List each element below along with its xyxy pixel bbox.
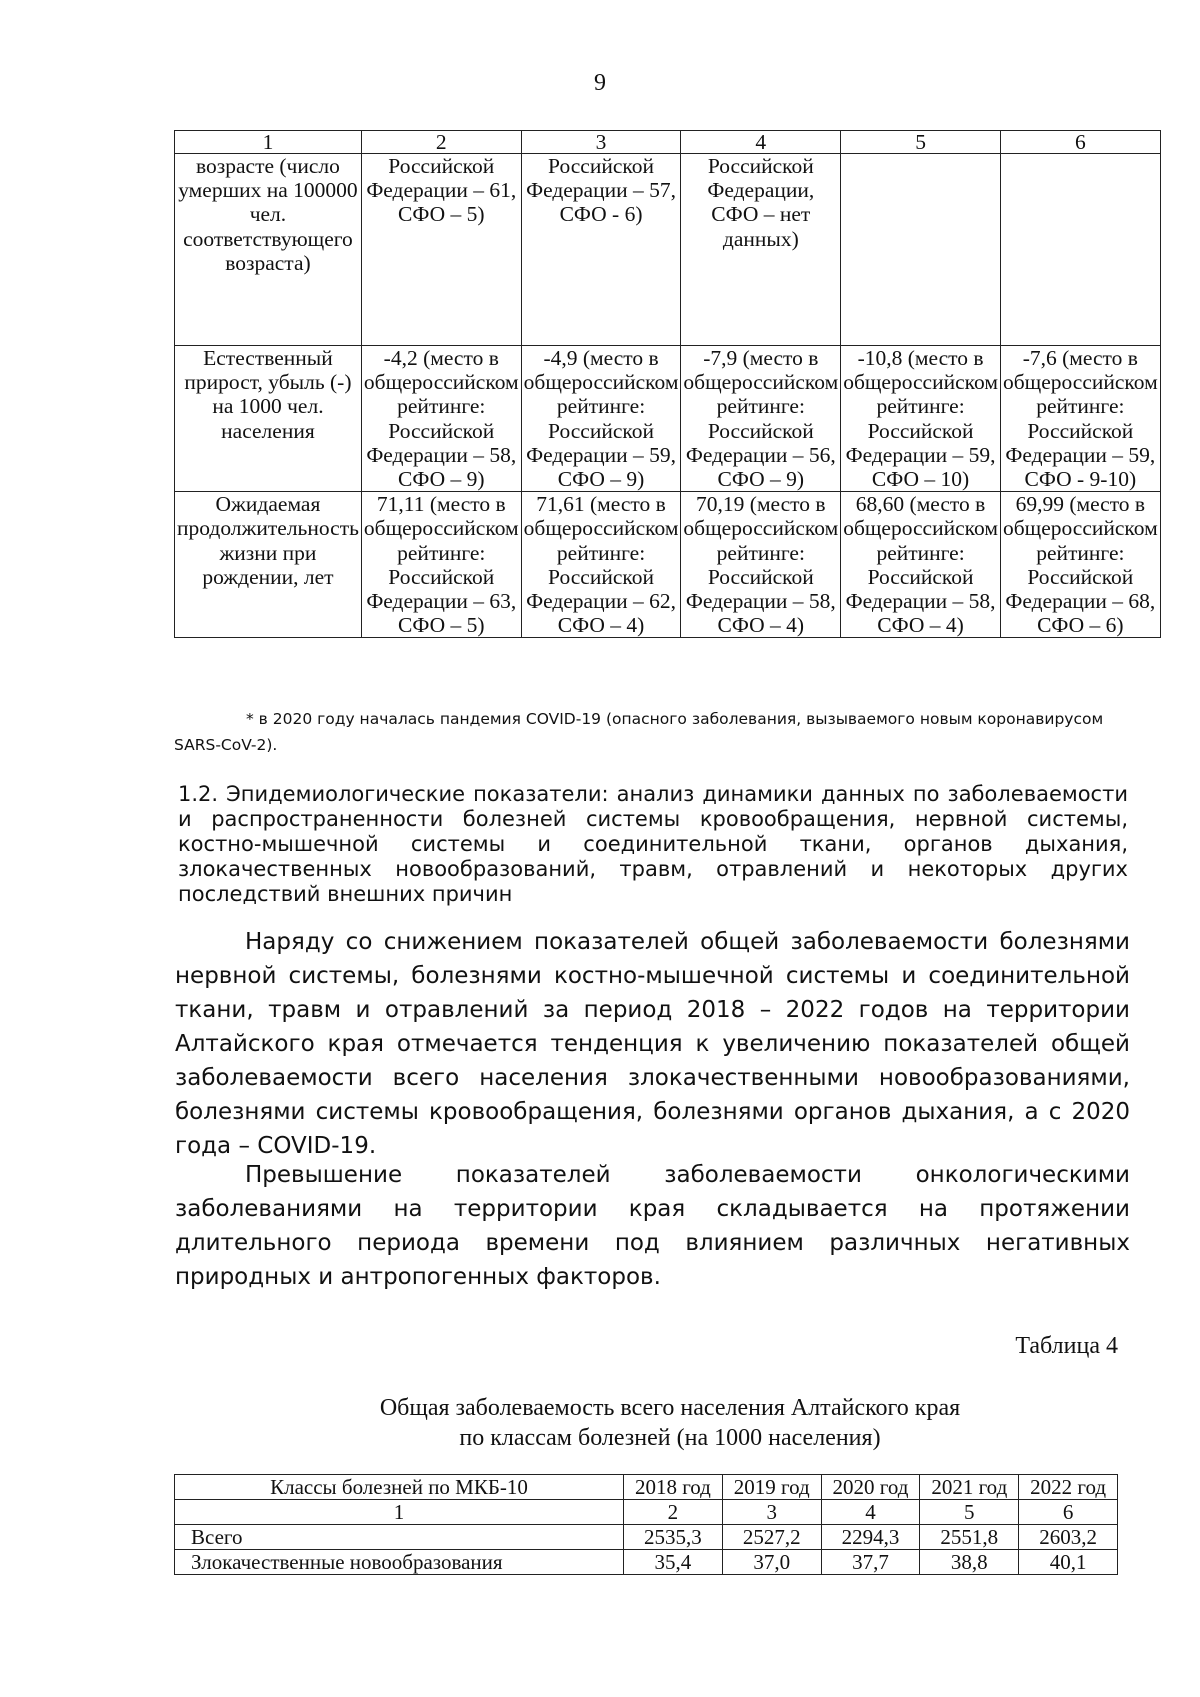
table-cell: -7,9 (место в общероссийском рейтинге: Российской Федерации – 56, СФО – 9) [681, 346, 841, 492]
column-number: 4 [821, 1500, 920, 1525]
table-cell [1000, 154, 1160, 346]
row-label: Злокачественные новообразования [175, 1550, 624, 1575]
column-number: 3 [521, 131, 681, 154]
table-title [170, 1393, 1170, 1453]
table-row [175, 346, 1161, 492]
table-header-row [175, 1475, 1118, 1500]
column-header: 2021 год [920, 1475, 1019, 1500]
table-cell: 35,4 [624, 1550, 723, 1575]
table-cell: Российской Федерации – 57, СФО - 6) [521, 154, 681, 346]
section-heading: 1.2. Эпидемиологические показатели: анализ динамики данных по заболеваемости и распространенности болезней системы кровообращения, нервной системы, костно-мышечной системы и соединительной ткани, органов дыхания, злокачественных новообразований, травм, отравлений и некоторых других последствий внешних причин [178, 782, 1128, 906]
column-number: 2 [361, 131, 521, 154]
paragraph: Превышение показателей заболеваемости онкологическими заболеваниями на территории края складывается на протяжении длительного периода времени под влиянием различных негативных природных и антропогенных факторов. [175, 1162, 1130, 1290]
table-cell: 70,19 (место в общероссийском рейтинге: Российской Федерации – 58, СФО – 4) [681, 492, 841, 638]
column-number: 3 [722, 1500, 821, 1525]
table-cell: -4,2 (место в общероссийском рейтинге: Российской Федерации – 58, СФО – 9) [361, 346, 521, 492]
table-header-row [175, 131, 1161, 154]
table-cell: 37,7 [821, 1550, 920, 1575]
table-cell: 71,61 (место в общероссийском рейтинге: Российской Федерации – 62, СФО – 4) [521, 492, 681, 638]
column-number: 4 [681, 131, 841, 154]
footnote: * в 2020 году началась пандемия COVID-19 (опасного заболевания, вызываемого новым коронавирусом SARS-CoV-2). [174, 710, 1104, 754]
table-cell: 69,99 (место в общероссийском рейтинге: Российской Федерации – 68, СФО – 6) [1000, 492, 1160, 638]
column-header: 2018 год [624, 1475, 723, 1500]
column-header: 2022 год [1019, 1475, 1118, 1500]
continuation-table [174, 130, 1161, 638]
table-cell: -7,6 (место в общероссийском рейтинге: Российской Федерации – 59, СФО - 9-10) [1000, 346, 1160, 492]
table-cell: 2603,2 [1019, 1525, 1118, 1550]
table-row [175, 1550, 1118, 1575]
row-label: Всего [175, 1525, 624, 1550]
column-header: Классы болезней по МКБ-10 [175, 1475, 624, 1500]
table-cell: Российской Федерации, СФО – нет данных) [681, 154, 841, 346]
page-number: 9 [594, 70, 606, 96]
column-number: 5 [841, 131, 1001, 154]
table-number-row [175, 1500, 1118, 1525]
table-cell: -4,9 (место в общероссийском рейтинге: Российской Федерации – 59, СФО – 9) [521, 346, 681, 492]
table-title-line: по классам болезней (на 1000 населения) [459, 1425, 881, 1451]
table-row [175, 492, 1161, 638]
column-number: 6 [1019, 1500, 1118, 1525]
table-cell: 40,1 [1019, 1550, 1118, 1575]
table-cell: -10,8 (место в общероссийском рейтинге: Российской Федерации – 59, СФО – 10) [841, 346, 1001, 492]
column-number: 2 [624, 1500, 723, 1525]
table-cell: 71,11 (место в общероссийском рейтинге: Российской Федерации – 63, СФО – 5) [361, 492, 521, 638]
column-header: 2020 год [821, 1475, 920, 1500]
table-cell: 2294,3 [821, 1525, 920, 1550]
paragraph: Наряду со снижением показателей общей заболеваемости болезнями нервной системы, болезнями костно-мышечной системы и соединительной ткани, травм и отравлений за период 2018 – 2022 годов на территории Алтайского края отмечается тенденция к увеличению показателей общей заболеваемости всего населения злокачественными новообразованиями, болезнями системы кровообращения, болезнями органов дыхания, а с 2020 года – COVID-19. [175, 929, 1130, 1159]
column-number: 1 [175, 131, 362, 154]
table-title-line: Общая заболеваемость всего населения Алтайского края [379, 1395, 961, 1421]
table-cell: 38,8 [920, 1550, 1019, 1575]
row-label: Естественный прирост, убыль (-) на 1000 чел. населения [175, 346, 362, 492]
table-cell: Российской Федерации – 61, СФО – 5) [361, 154, 521, 346]
table-row [175, 1525, 1118, 1550]
table-cell: 2551,8 [920, 1525, 1019, 1550]
table-label: Таблица 4 [1015, 1333, 1118, 1359]
column-number: 1 [175, 1500, 624, 1525]
table-cell: 2535,3 [624, 1525, 723, 1550]
column-number: 5 [920, 1500, 1019, 1525]
column-header: 2019 год [722, 1475, 821, 1500]
table-cell: 37,0 [722, 1550, 821, 1575]
table-cell: 68,60 (место в общероссийском рейтинге: Российской Федерации – 58, СФО – 4) [841, 492, 1001, 638]
morbidity-table [174, 1474, 1118, 1575]
column-number: 6 [1000, 131, 1160, 154]
table-cell [841, 154, 1001, 346]
row-label: возрасте (число умерших на 100000 чел. соответствующего возраста) [175, 154, 362, 346]
table-cell: 2527,2 [722, 1525, 821, 1550]
row-label: Ожидаемая продолжительность жизни при рождении, лет [175, 492, 362, 638]
table-row [175, 154, 1161, 346]
